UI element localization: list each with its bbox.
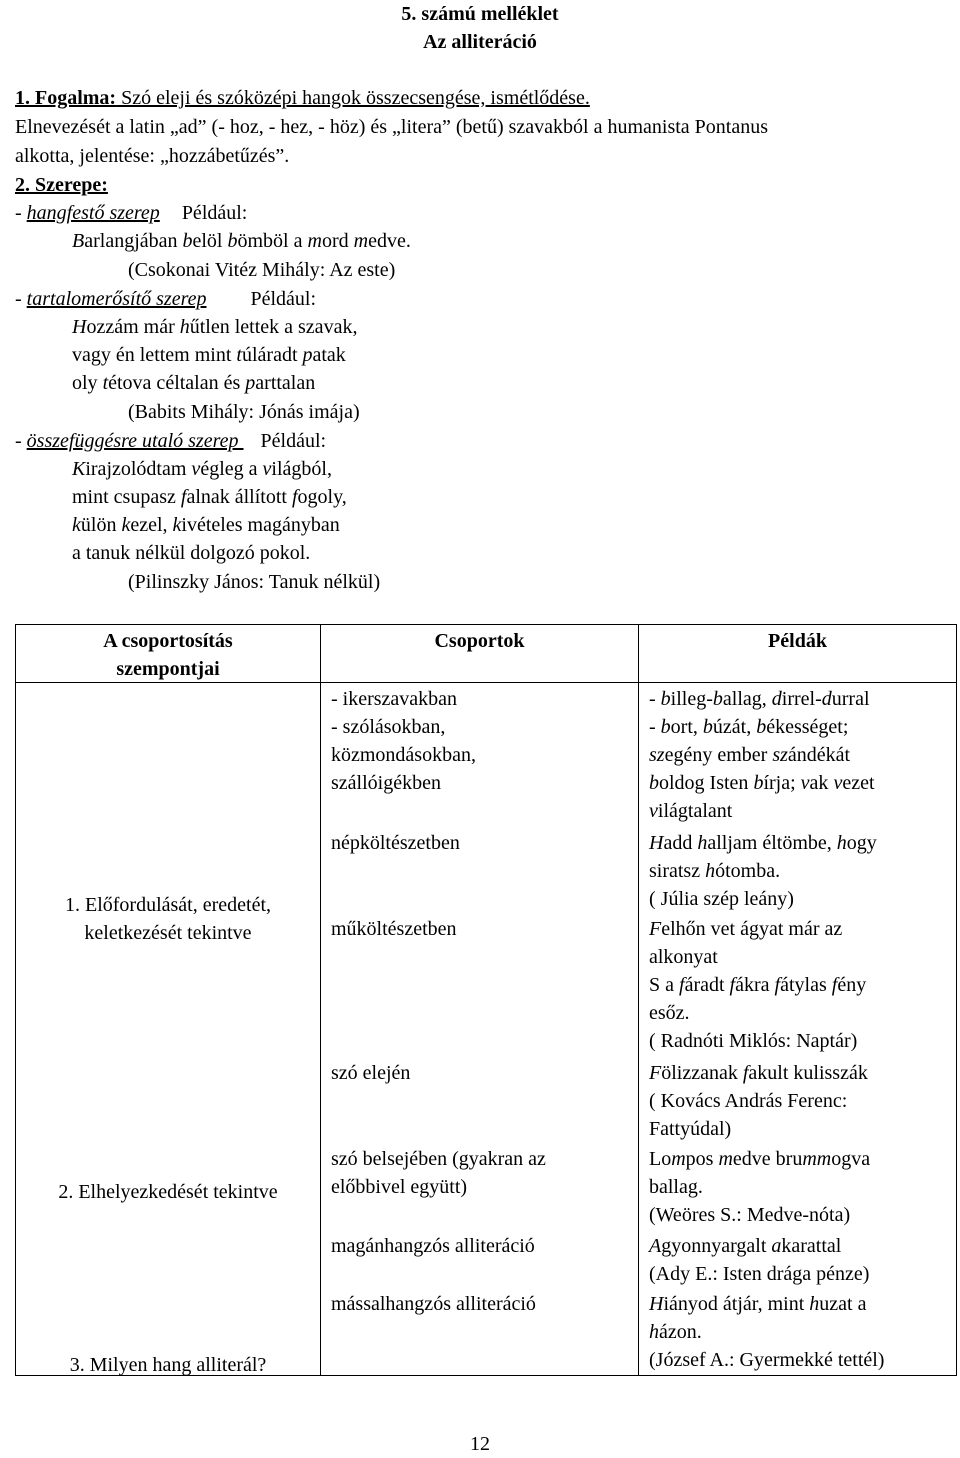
example-source: (Weöres S.: Medve-nóta) bbox=[649, 1204, 851, 1226]
example-line: Fölizzanak fakult kulisszák bbox=[649, 1062, 868, 1084]
poem-line: külön kezel, kivételes magányban bbox=[72, 514, 340, 536]
example-label: Például: bbox=[181, 202, 248, 224]
example-line: szegény ember szándékát bbox=[649, 744, 851, 766]
poem-line: vagy én lettem mint túláradt patak bbox=[72, 344, 346, 366]
groups-cell bbox=[321, 683, 639, 1376]
example-line: - bort, búzát, békességet; bbox=[649, 716, 849, 738]
group-line: közmondásokban, bbox=[331, 744, 476, 766]
criteria-cell bbox=[16, 683, 321, 1376]
role-name: összefüggésre utaló szerep bbox=[26, 430, 239, 452]
group-line: szó elején bbox=[331, 1062, 411, 1084]
definition-label: 1. Fogalma: bbox=[15, 87, 117, 109]
group-line: műköltészetben bbox=[331, 918, 457, 940]
header-criteria bbox=[16, 625, 321, 683]
example-source: (Ady E.: Isten drága pénze) bbox=[649, 1263, 870, 1285]
example-line: siratsz hótomba. bbox=[649, 860, 781, 882]
example-line: ballag. bbox=[649, 1176, 703, 1198]
role-name: tartalomerősítő szerep bbox=[26, 288, 207, 310]
poem-line: oly tétova céltalan és parttalan bbox=[72, 372, 316, 394]
example-line: Hadd halljam éltömbe, hogy bbox=[649, 832, 877, 854]
header-examples bbox=[639, 625, 957, 683]
example-source: ( Radnóti Miklós: Naptár) bbox=[649, 1030, 858, 1052]
header-criteria-line-1: A csoportosítás bbox=[103, 630, 233, 652]
dash: - bbox=[15, 430, 27, 452]
page-number: 12 bbox=[470, 1433, 490, 1455]
role-item-2 bbox=[15, 285, 316, 313]
definition-line-3: alkotta, jelentése: „hozzábetűzés”. bbox=[15, 145, 290, 167]
header-examples-text: Példák bbox=[768, 630, 827, 652]
group-line: szállóigékben bbox=[331, 772, 441, 794]
example-label: Például: bbox=[260, 430, 327, 452]
example-line: alkonyat bbox=[649, 946, 718, 968]
poem-source: (Babits Mihály: Jónás imája) bbox=[128, 401, 360, 423]
role-item-3 bbox=[15, 427, 326, 455]
dash: - bbox=[15, 202, 27, 224]
poem-line: a tanuk nélkül dolgozó pokol. bbox=[72, 542, 311, 564]
group-line: - szólásokban, bbox=[331, 716, 446, 738]
role-name: hangfestő szerep bbox=[26, 202, 160, 224]
classification-table bbox=[15, 624, 957, 1376]
annex-label: 5. számú melléklet bbox=[401, 3, 559, 25]
criteria-2: 2. Elhelyezkedését tekintve bbox=[58, 1181, 278, 1203]
group-line: magánhangzós alliteráció bbox=[331, 1235, 535, 1257]
poem-line: mint csupasz falnak állított fogoly, bbox=[72, 486, 347, 508]
example-line: - billeg-ballag, dirrel-durral bbox=[649, 688, 870, 710]
group-line: szó belsejében (gyakran az bbox=[331, 1148, 546, 1170]
group-line: népköltészetben bbox=[331, 832, 460, 854]
example-line: boldog Isten bírja; vak vezet bbox=[649, 772, 875, 794]
example-line: S a fáradt fákra fátylas fény bbox=[649, 974, 867, 996]
definition-line-2: Elnevezését a latin „ad” (- hoz, - hez, - höz) és „litera” (betű) szavakból a humanista Pontanus bbox=[15, 116, 769, 138]
example-source: (József A.: Gyermekké tettél) bbox=[649, 1349, 885, 1371]
dash: - bbox=[15, 288, 27, 310]
poem-source: (Csokonai Vitéz Mihály: Az este) bbox=[128, 259, 396, 281]
group-line: - ikerszavakban bbox=[331, 688, 458, 710]
criteria-3: 3. Milyen hang alliterál? bbox=[69, 1354, 267, 1376]
poem-source: (Pilinszky János: Tanuk nélkül) bbox=[128, 571, 381, 593]
header-groups bbox=[321, 625, 639, 683]
criteria-1-line-2: keletkezését tekintve bbox=[84, 922, 252, 944]
example-line: házon. bbox=[649, 1321, 702, 1343]
poem-line: Hozzám már hűtlen lettek a szavak, bbox=[72, 316, 358, 338]
example-label: Például: bbox=[250, 288, 317, 310]
example-source: ( Júlia szép leány) bbox=[649, 888, 794, 910]
example-source: ( Kovács András Ferenc: bbox=[649, 1090, 848, 1112]
examples-cell bbox=[639, 683, 957, 1376]
criteria-1-line-1: 1. Előfordulását, eredetét, bbox=[64, 894, 272, 916]
example-line: esőz. bbox=[649, 1002, 690, 1024]
definition-line-1 bbox=[15, 84, 590, 112]
example-line: Felhőn vet ágyat már az bbox=[649, 918, 843, 940]
group-line: előbbivel együtt) bbox=[331, 1176, 468, 1198]
poem-line: Kirajzolódtam végleg a világból, bbox=[72, 458, 332, 480]
example-line: Agyonnyargalt akarattal bbox=[649, 1235, 842, 1257]
header-groups-text: Csoportok bbox=[434, 630, 525, 652]
example-line: Lompos medve brummogva bbox=[649, 1148, 871, 1170]
poem-line: Barlangjában belöl bömböl a mord medve. bbox=[72, 230, 411, 252]
example-source: Fattyúdal) bbox=[649, 1118, 732, 1140]
group-line: mássalhangzós alliteráció bbox=[331, 1293, 536, 1315]
role-label: 2. Szerepe: bbox=[15, 174, 108, 196]
header-criteria-line-2: szempontjai bbox=[116, 658, 220, 680]
example-line: világtalant bbox=[649, 800, 733, 822]
role-item-1 bbox=[15, 199, 247, 227]
example-line: Hiányod átjár, mint huzat a bbox=[649, 1293, 867, 1315]
page-title: Az alliteráció bbox=[423, 31, 537, 53]
definition-text: Szó eleji és szóközépi hangok összecsengése, ismétlődése. bbox=[116, 87, 590, 109]
